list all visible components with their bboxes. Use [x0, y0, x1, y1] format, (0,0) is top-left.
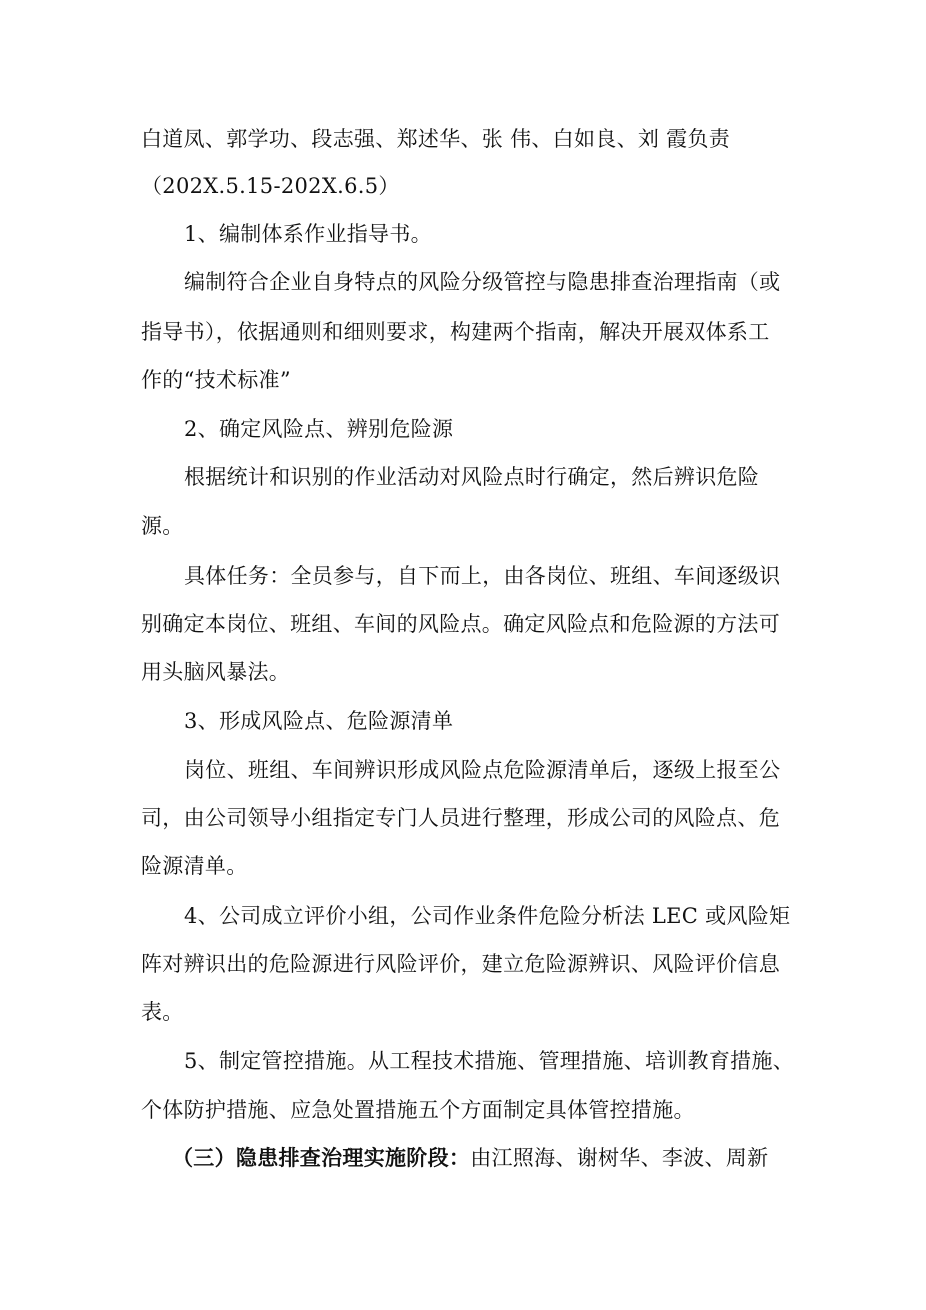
section-title-text: 由江照海、谢树华、李波、周新 — [470, 1146, 769, 1170]
text-line: 4、公司成立评价小组，公司作业条件危险分析法 LEC 或风险矩 — [184, 904, 791, 928]
text-line: 表。 — [141, 1000, 184, 1024]
text-line: 作的“技术标准” — [141, 368, 291, 392]
text-line: 险源清单。 — [141, 854, 248, 878]
text-line: 源。 — [141, 514, 184, 538]
text-line: 指导书），依据通则和细则要求，构建两个指南，解决开展双体系工 — [141, 320, 770, 344]
section-heading: 1、编制体系作业指导书。 — [184, 222, 432, 246]
text-line: 个体防护措施、应急处置措施五个方面制定具体管控措施。 — [141, 1098, 695, 1122]
text-line: 别确定本岗位、班组、车间的风险点。确定风险点和危险源的方法可 — [141, 612, 780, 636]
text-line: 具体任务：全员参与，自下而上，由各岗位、班组、车间逐级识 — [184, 564, 781, 588]
text-line: （202X.5.15-202X.6.5） — [141, 174, 400, 198]
section-heading: 2、确定风险点、辨别危险源 — [184, 417, 454, 441]
text-line: 阵对辨识出的危险源进行风险评价，建立危险源辨识、风险评价信息 — [141, 952, 780, 976]
text-line: 岗位、班组、车间辨识形成风险点危险源清单后，逐级上报至公 — [184, 758, 781, 782]
section-heading: 3、形成风险点、危险源清单 — [184, 709, 454, 733]
section-title-line — [172, 1144, 768, 1172]
section-title-bold: （三）隐患排查治理实施阶段： — [172, 1145, 471, 1170]
text-line: 白道凤、郭学功、段志强、郑述华、张 伟、白如良、刘 霞负责 — [141, 127, 731, 151]
text-line: 编制符合企业自身特点的风险分级管控与隐患排查治理指南（或 — [184, 270, 781, 294]
text-line: 司，由公司领导小组指定专门人员进行整理，形成公司的风险点、危 — [141, 806, 780, 830]
text-line: 用头脑风暴法。 — [141, 660, 291, 684]
text-line: 5、制定管控措施。从工程技术措施、管理措施、培训教育措施、 — [184, 1049, 795, 1073]
text-line: 根据统计和识别的作业活动对风险点时行确定，然后辨识危险 — [184, 465, 760, 489]
